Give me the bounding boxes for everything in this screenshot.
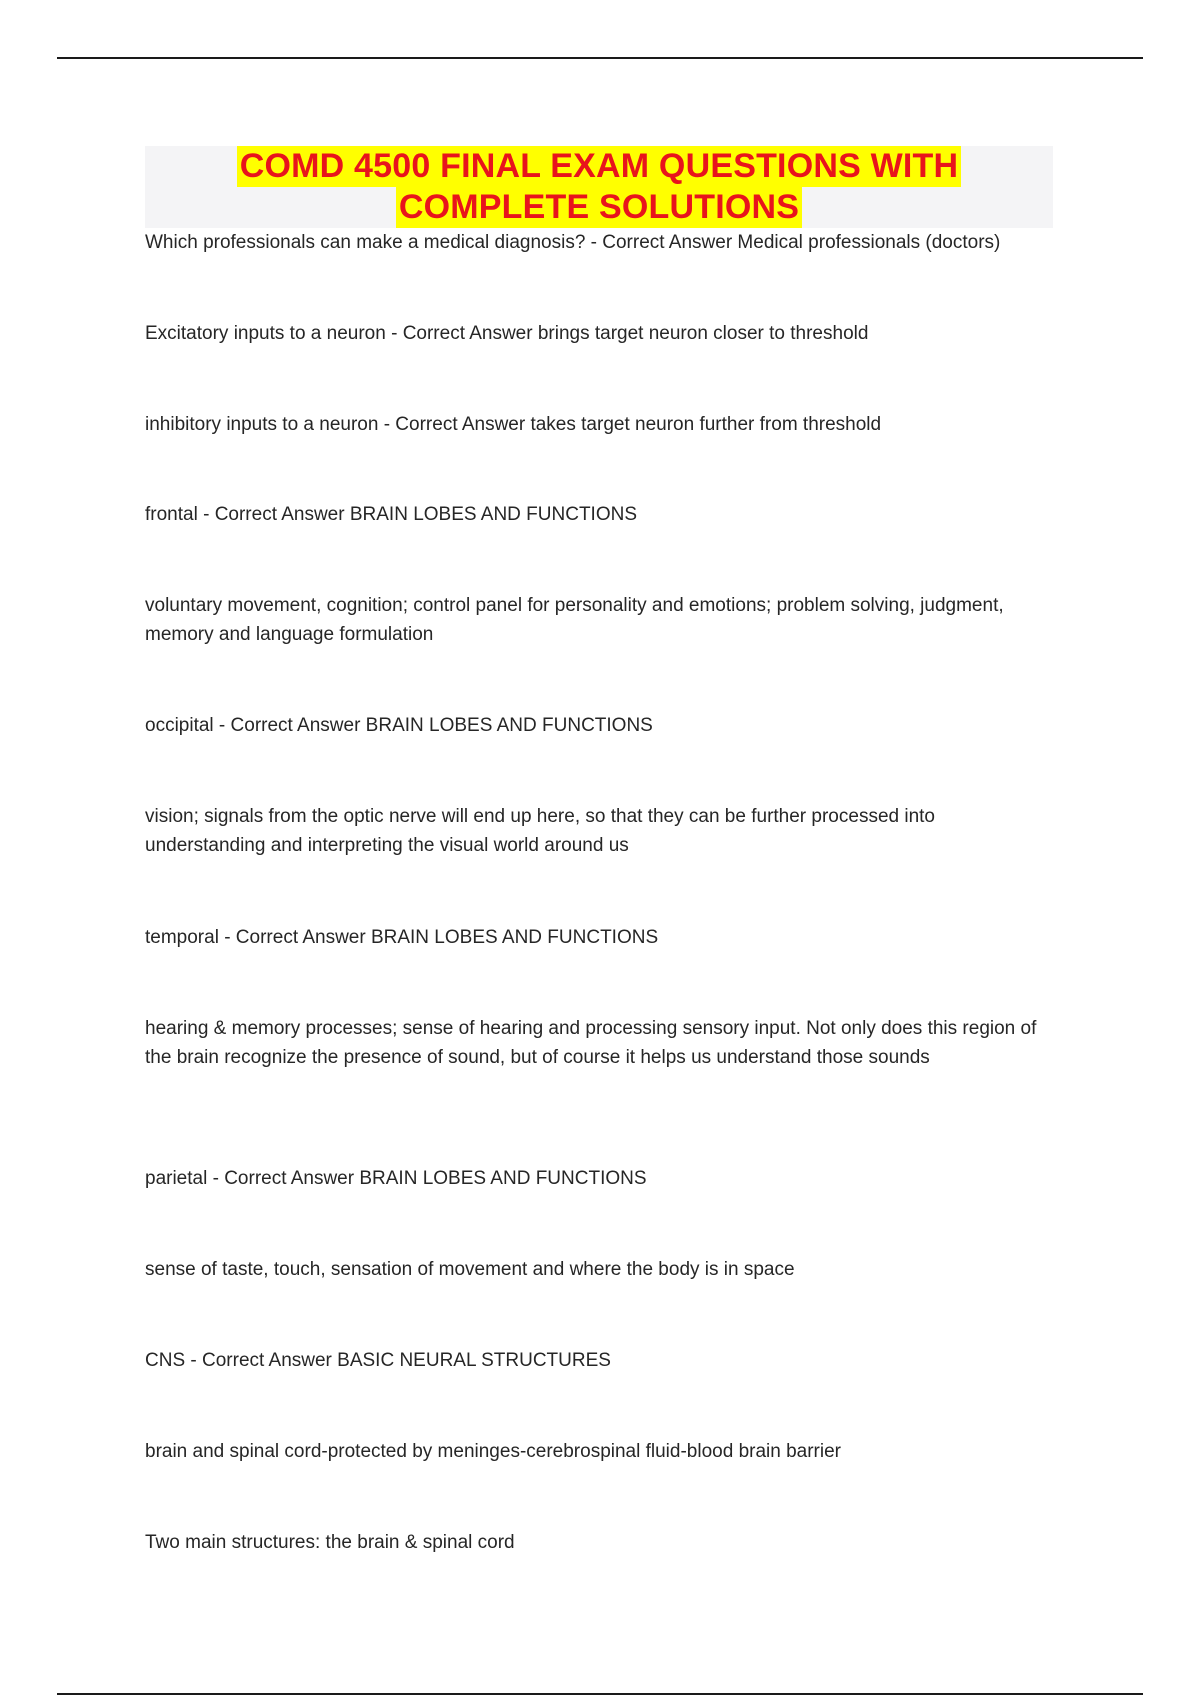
entry-occipital-functions: vision; signals from the optic nerve will end up here, so that they can be further processed into understanding and interpreting the visual world around us [145,806,935,856]
entry-frontal: frontal - Correct Answer BRAIN LOBES AND FUNCTIONS [145,504,638,525]
entry-cns: CNS - Correct Answer BASIC NEURAL STRUCTURES [145,1350,611,1371]
entry-occipital: occipital - Correct Answer BRAIN LOBES AND FUNCTIONS [145,715,653,736]
entry-inhibitory-inputs: inhibitory inputs to a neuron - Correct Answer takes target neuron further from threshold [145,414,882,435]
entry-parietal: parietal - Correct Answer BRAIN LOBES AND FUNCTIONS [145,1168,647,1189]
document-title [145,146,1053,228]
title-line-1: COMD 4500 FINAL EXAM QUESTIONS WITH [237,146,962,187]
footer-rule [57,1693,1143,1695]
entry-excitatory-inputs: Excitatory inputs to a neuron - Correct Answer brings target neuron closer to threshold [145,323,869,344]
entry-frontal-functions: voluntary movement, cognition; control panel for personality and emotions; problem solving, judgment, memory and language formulation [145,595,1004,645]
entry-diagnosis: Which professionals can make a medical diagnosis? - Correct Answer Medical professionals (doctors) [145,232,1001,253]
title-line-2: COMPLETE SOLUTIONS [396,187,802,228]
entry-parietal-functions: sense of taste, touch, sensation of movement and where the body is in space [145,1259,795,1280]
entry-temporal: temporal - Correct Answer BRAIN LOBES AND FUNCTIONS [145,927,659,948]
header-rule [57,57,1143,59]
entry-temporal-functions: hearing & memory processes; sense of hearing and processing sensory input. Not only does this region of the brain recognize the presence of sound, but of course it helps us understand those sounds [145,1018,1037,1068]
entry-cns-description: brain and spinal cord-protected by meninges-cerebrospinal fluid-blood brain barrier [145,1441,841,1462]
entry-two-main-structures: Two main structures: the brain & spinal cord [145,1532,515,1553]
